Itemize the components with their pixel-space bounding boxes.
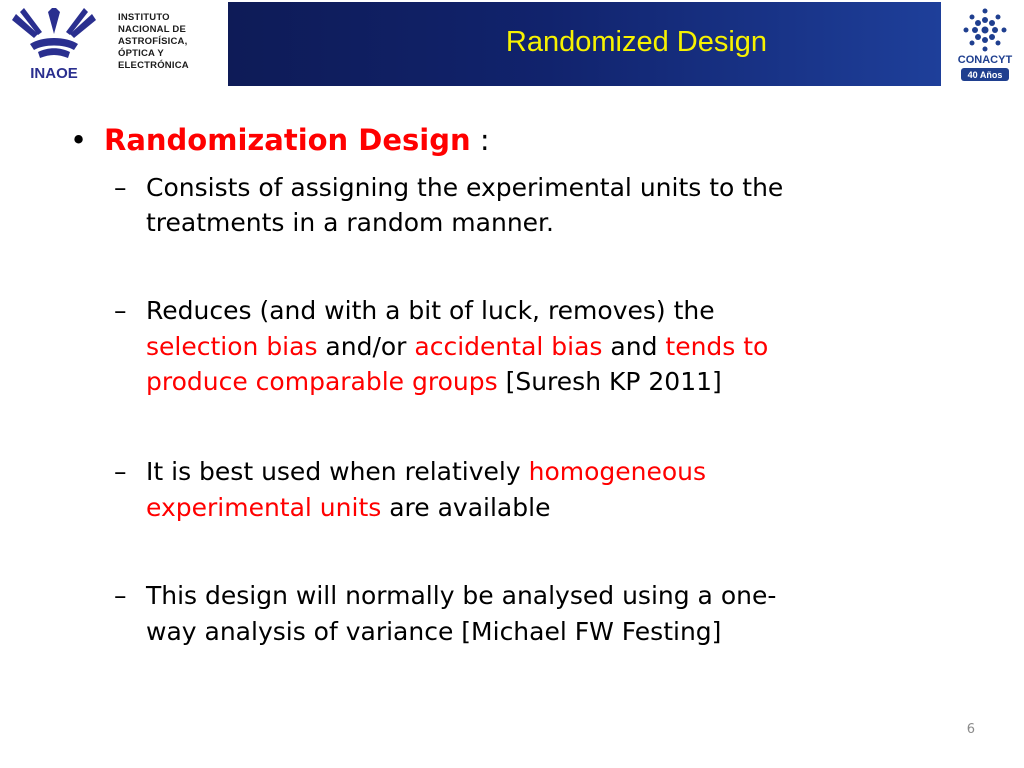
dash-marker: – [114, 296, 127, 325]
body-text: are available [381, 493, 551, 522]
sub-bullet-line: way analysis of variance [Michael FW Festing] [146, 617, 722, 646]
sub-bullet-line: treatments in a random manner. [146, 208, 554, 237]
emphasis-text: accidental bias [414, 332, 603, 361]
sub-bullet-line: Consists of assigning the experimental units to the [146, 173, 784, 202]
emphasis-text: tends to [665, 332, 769, 361]
dash-marker: – [114, 581, 127, 610]
emphasis-text: homogeneous [528, 457, 707, 486]
emphasis-text: selection bias [146, 332, 318, 361]
emphasis-text: produce comparable groups [146, 367, 498, 396]
page-number: 6 [966, 722, 975, 737]
emphasis-text: experimental units [146, 493, 382, 522]
body-text: It is best used when relatively [146, 457, 529, 486]
inaoe-logo-text: INAOE [30, 65, 78, 82]
conacyt-logo-text: CONACYT [957, 54, 1013, 66]
sub-bullet-line [146, 454, 916, 489]
conacyt-years-text: 40 Años [967, 70, 1003, 80]
sub-bullet-line: This design will normally be analysed using a one- [146, 581, 777, 610]
institute-line: ASTROFÍSICA, [118, 36, 188, 47]
bullet-dot: • [70, 123, 88, 157]
sub-bullet-line: Reduces (and with a bit of luck, removes) the [146, 296, 715, 325]
institute-line: ÓPTICA Y [118, 48, 164, 59]
dash-marker: – [114, 173, 127, 202]
slide-title: Randomized Design [505, 25, 768, 58]
body-text: and [602, 332, 666, 361]
body-text: [Suresh KP 2011] [497, 367, 722, 396]
institute-line: NACIONAL DE [118, 24, 186, 35]
sub-bullet-line [146, 329, 916, 364]
institute-line: INSTITUTO [118, 12, 170, 23]
sub-bullet-line [146, 364, 916, 399]
main-bullet-term: Randomization Design [104, 123, 471, 157]
main-bullet-colon: : [470, 123, 490, 157]
dash-marker: – [114, 457, 127, 486]
body-text: and/or [317, 332, 415, 361]
main-bullet [104, 122, 490, 158]
sub-bullet-line [146, 490, 916, 525]
institute-line: ELECTRÓNICA [118, 60, 189, 71]
